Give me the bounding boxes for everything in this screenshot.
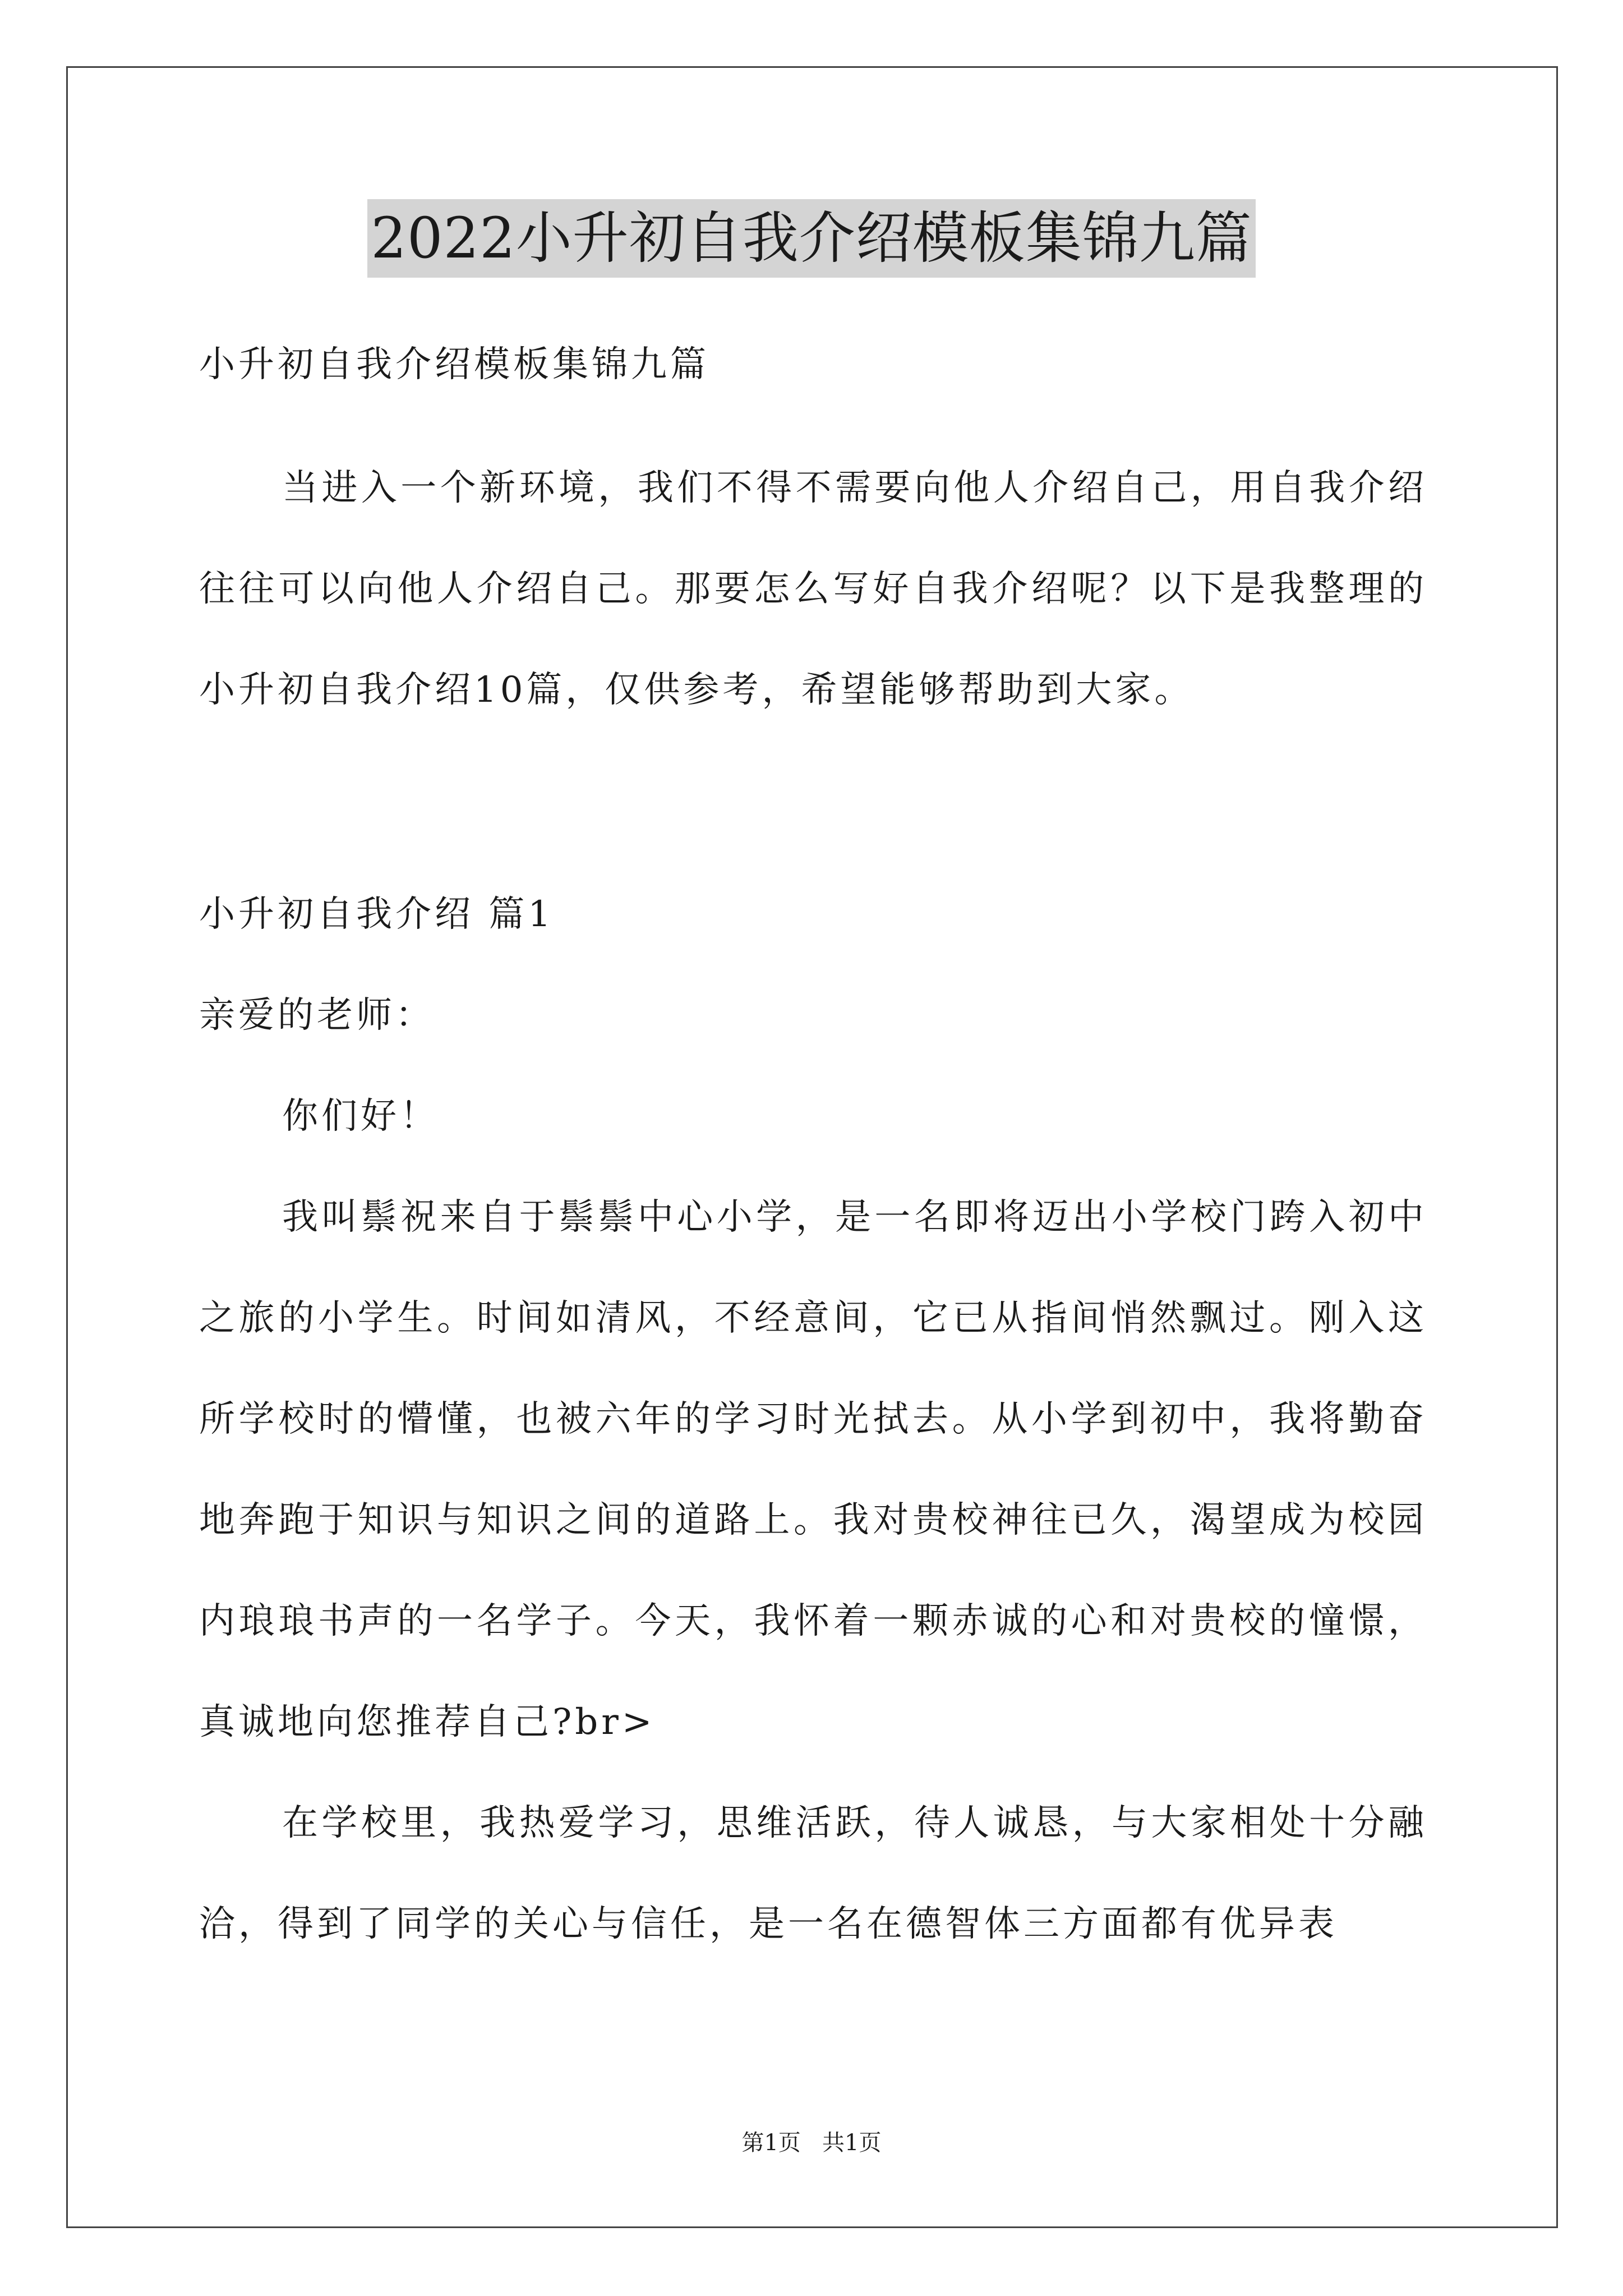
document-title: 2022小升初自我介绍模板集锦九篇	[367, 199, 1256, 278]
title-container	[0, 199, 1623, 278]
salutation: 亲爱的老师：	[199, 995, 435, 1036]
intro-paragraph: 当进入一个新环境，我们不得不需要向他人介绍自己，用自我介绍往往可以向他人介绍自己。那要怎么写好自我介绍呢？以下是我整理的小升初自我介绍10篇，仅供参考，希望能够帮助到大家。	[199, 467, 1427, 711]
section-heading: 小升初自我介绍 篇1	[199, 894, 555, 935]
document-subtitle: 小升初自我介绍模板集锦九篇	[199, 344, 709, 385]
body-paragraph-2: 在学校里，我热爱学习，思维活跃，待人诚恳，与大家相处十分融洽，得到了同学的关心与信任，是一名在德智体三方面都有优异表	[199, 1802, 1427, 1945]
body-paragraph-1: 我叫鬃祝来自于鬃鬃中心小学，是一名即将迈出小学校门跨入初中之旅的小学生。时间如清风，不经意间，它已从指间悄然飘过。刚入这所学校时的懵懂，也被六年的学习时光拭去。从小学到初中，我将勤奋地奔跑于知识与知识之间的道路上。我对贵校神往已久，渴望成为校园内琅琅书声的一名学子。今天，我怀着一颗赤诚的心和对贵校的憧憬，真诚地向您推荐自己?br>	[199, 1197, 1427, 1743]
greeting: 你们好！	[282, 1096, 439, 1137]
page-footer: 第1页 共1页	[741, 2130, 882, 2156]
